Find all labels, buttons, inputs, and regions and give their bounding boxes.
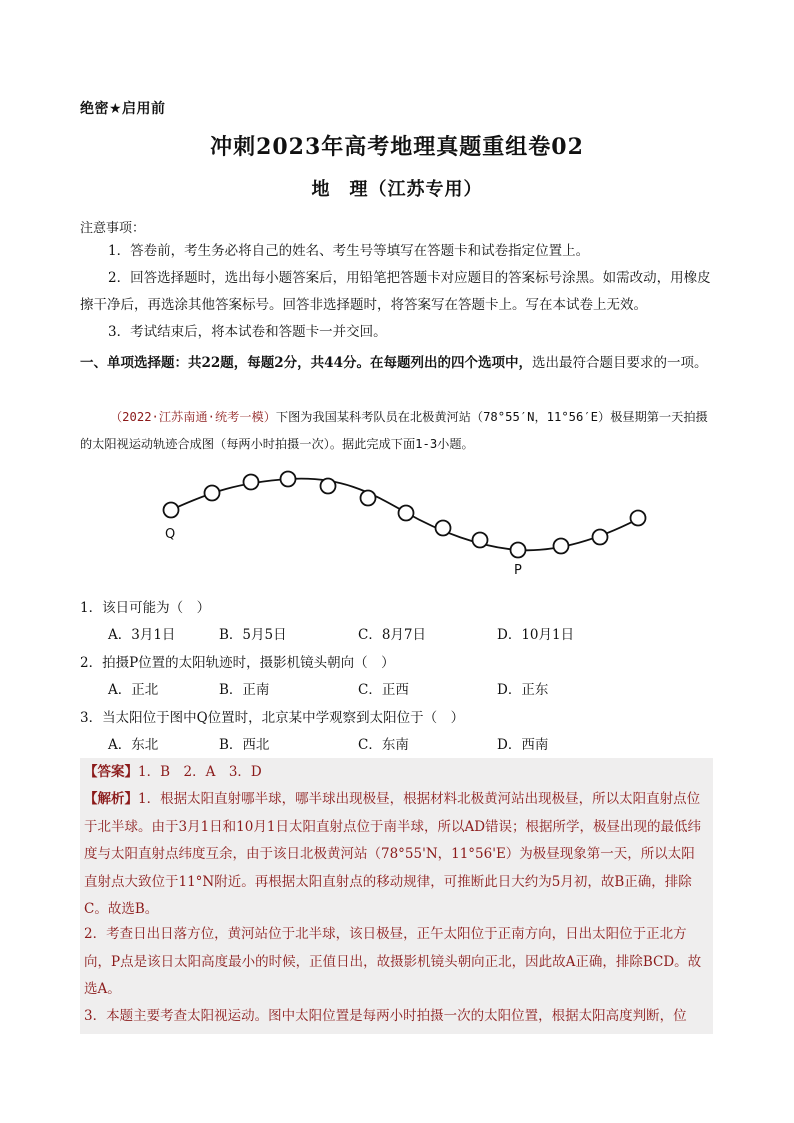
section-heading-text: 一、单项选择题：共22题，每题2分，共44分。在每题列出的四个选项中， — [80, 355, 532, 371]
sun-path-figure — [150, 462, 660, 587]
option-d[interactable]: D．10月1日 — [497, 627, 575, 643]
notice-item: 3．考试结束后，将本试卷和答题卡一并交回。 — [108, 324, 387, 340]
option-b[interactable]: B．5月5日 — [219, 627, 287, 643]
analysis-text-1: 1．根据太阳直射哪半球，哪半球出现极昼，根据材料北极黄河站出现极昼，所以太阳直射点位于北半球。由于3月1日和10月1日太阳直射点位于南半球，所以AD错误；根据所学，极昼出现的最低纬度与太阳直射点纬度互余，由于该日北极黄河站（78°55'N，11°56'E）为极昼现象第一天，所以太阳直射点大致位于11°N附近。再根据太阳直射点的移动规律，可推断此日大约为5月初，故B正确，排除C。故选B。 — [84, 791, 702, 917]
sun-position-dot — [631, 511, 646, 526]
option-b[interactable]: B．正南 — [219, 682, 270, 698]
option-a[interactable]: A．正北 — [108, 682, 159, 698]
analysis-1 — [84, 786, 708, 924]
analysis-3: 3．本题主要考查太阳视运动。图中太阳位置是每两小时拍摄一次的太阳位置，根据太阳高度判断，位 — [84, 1008, 687, 1024]
option-a[interactable]: A．3月1日 — [108, 627, 176, 643]
option-b[interactable]: B．西北 — [219, 737, 270, 753]
point-q-label: Q — [165, 527, 176, 542]
option-a[interactable]: A．东北 — [108, 737, 159, 753]
notice-item: 1．答卷前，考生务必将自己的姓名、考生号等填写在答题卡和试卷指定位置上。 — [108, 243, 590, 259]
sun-position-dot — [473, 533, 488, 548]
question-stem: 3．当太阳位于图中Q位置时，北京某中学观察到太阳位于（ ） — [80, 710, 465, 726]
section-heading — [80, 350, 714, 377]
option-c[interactable]: C．正西 — [358, 682, 409, 698]
exam-title: 冲刺2023年高考地理真题重组卷02 — [210, 134, 584, 160]
option-d[interactable]: D．正东 — [497, 682, 549, 698]
section-heading-rest: 选出最符合题目要求的一项。 — [531, 355, 708, 371]
analysis-label: 【解析】 — [84, 791, 138, 807]
sun-position-dot — [399, 506, 414, 521]
question-material — [80, 404, 714, 458]
option-d[interactable]: D．西南 — [497, 737, 549, 753]
sun-position-dot — [436, 521, 451, 536]
sun-position-dot — [361, 491, 376, 506]
answer-line — [84, 759, 708, 787]
exam-subtitle: 地 理（江苏专用） — [311, 179, 483, 200]
material-source: （2022·江苏南通·统考一模） — [110, 410, 276, 424]
answer-label: 【答案】 — [84, 764, 138, 780]
notice-item: 2．回答选择题时，选出每小题答案后，用铅笔把答题卡对应题目的答案标号涂黑。如需改动，用橡皮擦干净后，再选涂其他答案标号。回答非选择题时，将答案写在答题卡上。写在本试卷上无效。 — [80, 270, 711, 313]
option-c[interactable]: C．东南 — [358, 737, 409, 753]
sun-position-dot — [205, 486, 220, 501]
answer-text: 1．B 2．A 3．D — [138, 764, 262, 780]
sun-position-dot — [321, 479, 336, 494]
sun-position-dot — [593, 530, 608, 545]
sun-position-dot — [554, 539, 569, 554]
sun-position-dot — [244, 475, 259, 490]
sun-position-dot — [511, 543, 526, 558]
sun-position-dot — [281, 472, 296, 487]
sun-position-dot — [164, 503, 179, 518]
question-stem: 1．该日可能为（ ） — [80, 600, 211, 616]
material-text: 下图为我国某科考队员在北极黄河站（78°55′N，11°56′E）极昼期第一天拍摄的太阳视运动轨迹合成图（每两小时拍摄一次）。据此完成下面1-3小题。 — [80, 410, 708, 451]
question-stem: 2．拍摄P位置的太阳轨迹时，摄影机镜头朝向（ ） — [80, 655, 395, 671]
analysis-2: 2．考查日出日落方位，黄河站位于北半球，该日极昼，正午太阳位于正南方向，日出太阳位于正北方向，P点是该日太阳高度最小的时候，正值日出，故摄影机镜头朝向正北，因此故A正确，排除BCD。故选A。 — [84, 926, 702, 997]
option-c[interactable]: C．8月7日 — [358, 627, 427, 643]
point-p-label: P — [514, 563, 522, 578]
secret-label: 绝密★启用前 — [80, 101, 166, 117]
notice-title: 注意事项： — [80, 221, 146, 236]
